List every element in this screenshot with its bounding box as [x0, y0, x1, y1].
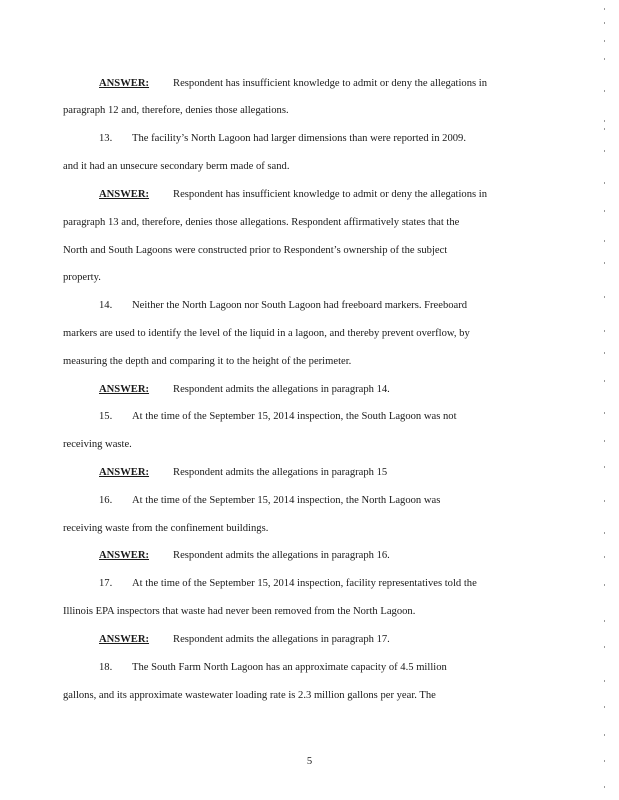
text-line: property. — [63, 272, 101, 283]
paragraph-text: Neither the North Lagoon nor South Lagoon had freeboard markers. Freeboard — [132, 300, 468, 311]
scan-edge-artifact — [604, 0, 606, 800]
text-line: markers are used to identify the level of the liquid in a lagoon, and thereby prevent overflow, by — [63, 328, 470, 339]
text-line: paragraph 12 and, therefore, denies those allegations. — [63, 105, 289, 116]
paragraph-15 — [99, 410, 457, 423]
answer-paragraph-16 — [99, 549, 390, 562]
answer-text: Respondent admits the allegations in paragraph 16. — [173, 550, 390, 561]
answer-label: ANSWER: — [99, 550, 150, 561]
paragraph-number: 17. — [99, 578, 113, 589]
paragraph-text: The facility’s North Lagoon had larger dimensions than were reported in 2009. — [132, 133, 467, 144]
answer-text: Respondent admits the allegations in paragraph 14. — [173, 384, 390, 395]
paragraph-16 — [99, 494, 440, 507]
paragraph-17 — [99, 577, 477, 590]
paragraph-number: 16. — [99, 495, 113, 506]
text-line: gallons, and its approximate wastewater loading rate is 2.3 million gallons per year. The — [63, 690, 436, 701]
paragraph-18 — [99, 661, 447, 674]
paragraph-text: The South Farm North Lagoon has an approximate capacity of 4.5 million — [132, 662, 447, 673]
answer-text: Respondent has insufficient knowledge to admit or deny the allegations in — [173, 189, 488, 200]
paragraph-number: 18. — [99, 662, 113, 673]
text-line: paragraph 13 and, therefore, denies those allegations. Respondent affirmatively states that the — [63, 217, 460, 228]
answer-text: Respondent admits the allegations in paragraph 15 — [173, 467, 388, 478]
answer-label: ANSWER: — [99, 467, 150, 478]
paragraph-text: At the time of the September 15, 2014 inspection, the South Lagoon was not — [132, 411, 457, 422]
answer-paragraph-12 — [99, 77, 487, 90]
answer-paragraph-17 — [99, 633, 390, 646]
text-line: measuring the depth and comparing it to the height of the perimeter. — [63, 356, 352, 367]
text-line: and it had an unsecure secondary berm made of sand. — [63, 161, 290, 172]
text-line: Illinois EPA inspectors that waste had never been removed from the North Lagoon. — [63, 606, 416, 617]
paragraph-number: 13. — [99, 133, 113, 144]
answer-label: ANSWER: — [99, 384, 150, 395]
answer-paragraph-15 — [99, 466, 387, 479]
answer-label: ANSWER: — [99, 634, 150, 645]
answer-text: Respondent has insufficient knowledge to admit or deny the allegations in — [173, 78, 488, 89]
paragraph-14 — [99, 299, 467, 312]
paragraph-number: 14. — [99, 300, 113, 311]
text-line: receiving waste. — [63, 439, 132, 450]
text-line: North and South Lagoons were constructed prior to Respondent’s ownership of the subject — [63, 245, 448, 256]
answer-label: ANSWER: — [99, 78, 150, 89]
page-number: 5 — [306, 756, 313, 767]
answer-text: Respondent admits the allegations in paragraph 17. — [173, 634, 390, 645]
paragraph-text: At the time of the September 15, 2014 inspection, facility representatives told the — [132, 578, 477, 589]
answer-paragraph-14 — [99, 383, 390, 396]
paragraph-number: 15. — [99, 411, 113, 422]
answer-paragraph-13 — [99, 188, 487, 201]
answer-label: ANSWER: — [99, 189, 150, 200]
paragraph-text: At the time of the September 15, 2014 inspection, the North Lagoon was — [132, 495, 441, 506]
text-line: receiving waste from the confinement buildings. — [63, 523, 269, 534]
paragraph-13 — [99, 132, 466, 145]
